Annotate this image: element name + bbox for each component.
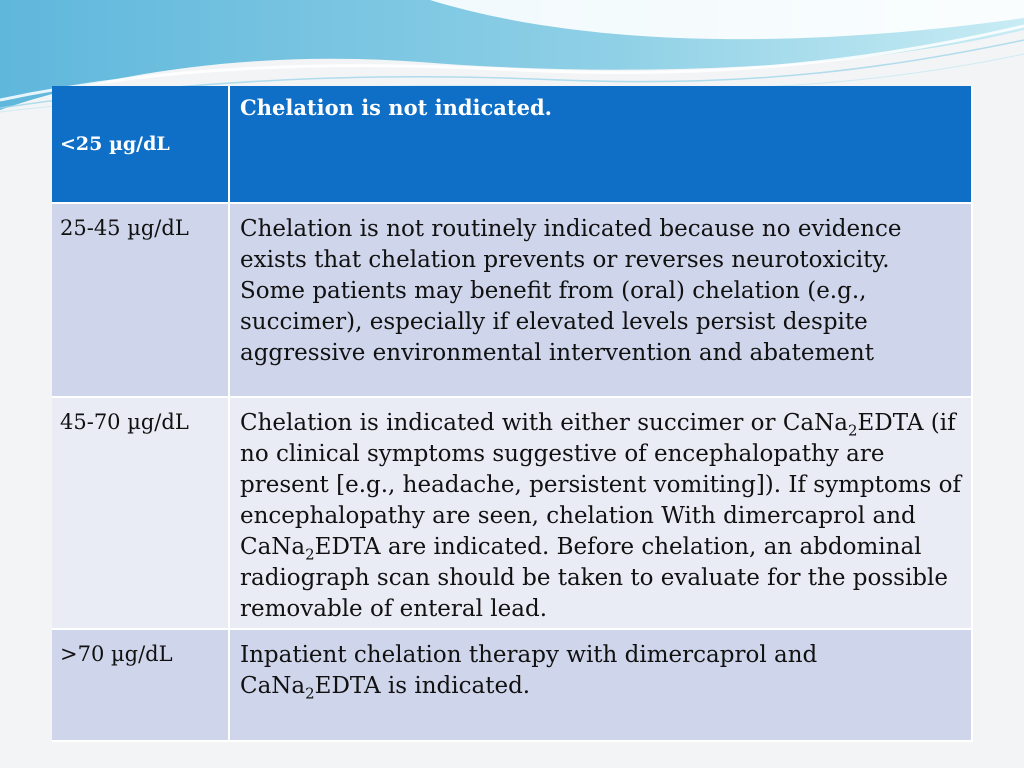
recommendation-cell bbox=[230, 398, 973, 630]
recommendation-cell: Chelation is not routinely indicated because no evidence exists that chelation prevents or reverses neurotoxicity. Some patients may benefit from (oral) chelation (e.g., succimer), especially if elevated levels persist despite aggressive environmental intervention and abatement bbox=[230, 204, 973, 398]
recommendation-text: EDTA is indicated. bbox=[314, 673, 531, 699]
subscript-2: 2 bbox=[847, 421, 858, 440]
recommendation-cell bbox=[230, 630, 973, 742]
recommendation-text: EDTA are indicated. Before chelation, an abdominal radiograph scan should be taken to evaluate for the possible removable of enteral lead. bbox=[240, 534, 949, 622]
subscript-2: 2 bbox=[305, 684, 315, 703]
recommendation-cell: Chelation is not indicated. bbox=[230, 86, 973, 204]
blood-lead-level-cell: >70 µg/dL bbox=[52, 630, 230, 742]
table-row bbox=[52, 630, 973, 742]
blood-lead-level-cell: 25-45 µg/dL bbox=[52, 204, 230, 398]
blood-lead-level-cell: 45-70 µg/dL bbox=[52, 398, 230, 630]
chelation-guidelines-table bbox=[52, 86, 973, 742]
blood-lead-level-cell: <25 µg/dL bbox=[52, 86, 230, 204]
table-row bbox=[52, 86, 973, 204]
recommendation-text: Chelation is indicated with either succimer or CaNa bbox=[240, 410, 848, 436]
table-row bbox=[52, 398, 973, 630]
recommendation-text: Inpatient chelation therapy with dimercaprol and CaNa bbox=[240, 642, 818, 699]
table-row bbox=[52, 204, 973, 398]
subscript-2: 2 bbox=[305, 545, 315, 564]
recommendation-text: EDTA (if no clinical symptoms suggestive of encephalopathy are present [e.g., headache, persistent vomiting]). If symptoms of encephalopathy are seen, chelation With dimercaprol and CaNa bbox=[240, 410, 961, 560]
